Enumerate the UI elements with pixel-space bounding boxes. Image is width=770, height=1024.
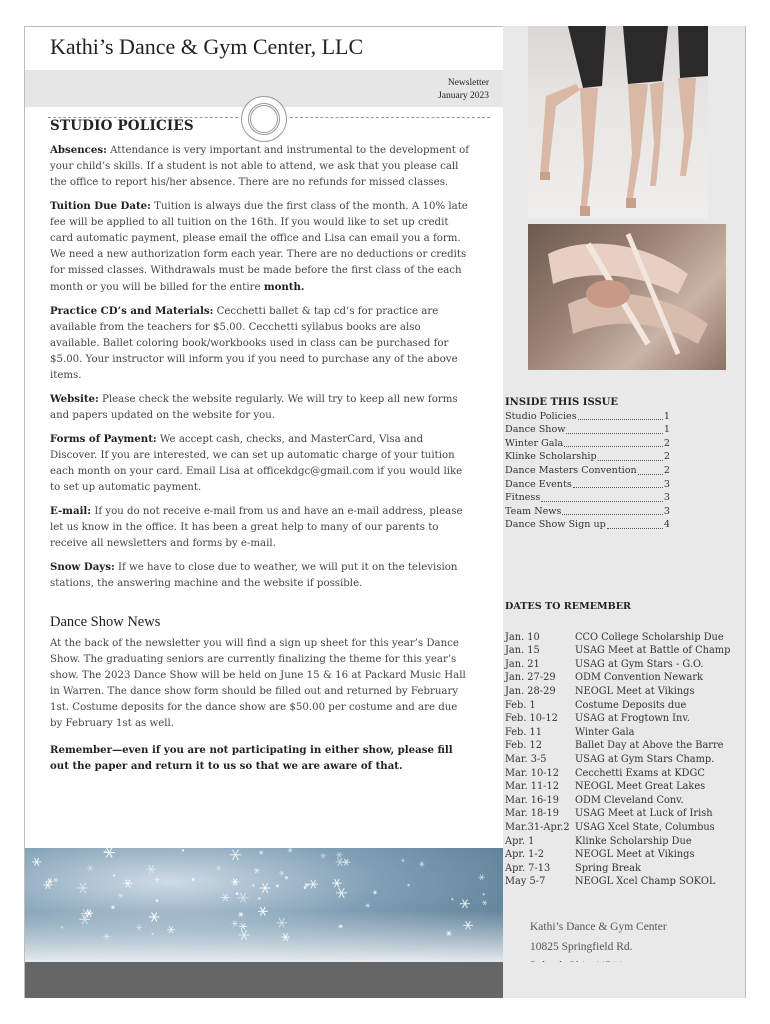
toc-item-page: 2 xyxy=(663,464,670,476)
toc-item-label: Winter Gala xyxy=(505,437,564,449)
date-row xyxy=(505,699,741,713)
date-row-event: Klinke Scholarship Due xyxy=(575,835,692,847)
date-row-date: Jan. 21 xyxy=(505,658,540,670)
toc-leader-dots xyxy=(607,518,663,529)
date-row-date: Feb. 10-12 xyxy=(505,713,558,725)
toc-item-page: 1 xyxy=(663,424,670,436)
toc-list xyxy=(505,410,670,532)
toc-leader-dots xyxy=(578,410,663,421)
dates-list xyxy=(505,631,741,889)
date-row xyxy=(505,821,741,835)
inside-heading: INSIDE THIS ISSUE xyxy=(505,397,619,408)
toc-item-page: 2 xyxy=(663,437,670,449)
date-row xyxy=(505,712,741,726)
date-row-date: Mar. 18-19 xyxy=(505,808,559,820)
toc-item-label: Dance Show xyxy=(505,424,566,436)
toc-item-label: Klinke Scholarship xyxy=(505,451,597,463)
dance-show-heading: Dance Show News xyxy=(50,614,161,630)
date-row xyxy=(505,753,741,767)
toc-item xyxy=(505,464,670,478)
toc-item-label: Fitness xyxy=(505,492,541,504)
dance-show-body: At the back of the newsletter you will find a sign up sheet for this year’s Dance Show. The graduating seniors are currently finalizing the theme for this year’s show. The 2023 Dance Show will be held on June 15 & 16 at Packard Music Hall in Warren. The dance show form should be filled out and returned by February 1st. Costume deposits for the dance show are $50.00 per costume and are due by February 1st as well. xyxy=(50,638,466,729)
date-row xyxy=(505,767,741,781)
toc-item xyxy=(505,423,670,437)
address-street: 10825 Springfield Rd. xyxy=(530,940,633,953)
date-row-event: NEOGL Xcel Champ SOKOL xyxy=(575,876,716,888)
studio-policies-heading: STUDIO POLICIES xyxy=(50,118,194,134)
date-row xyxy=(505,862,741,876)
date-row-event: USAG Xcel State, Columbus xyxy=(575,821,715,833)
date-row-date: Jan. 10 xyxy=(505,631,540,643)
date-row-date: Mar. 10-12 xyxy=(505,767,559,779)
date-row-event: CCO College Scholarship Due xyxy=(575,631,724,643)
toc-item xyxy=(505,410,670,424)
date-row-date: Apr. 7-13 xyxy=(505,862,551,874)
policy-absences: Absences: Attendance is very important and instrumental to the development of your child’s skills. If a student is not able to attend, we ask that you please call the office to report his/her absence. There are no refunds for missed classes. xyxy=(50,144,470,188)
toc-item xyxy=(505,450,670,464)
date-row-event: NEOGL Meet at Vikings xyxy=(575,685,695,697)
toc-leader-dots xyxy=(541,491,663,502)
toc-leader-dots xyxy=(573,478,663,489)
toc-leader-dots xyxy=(562,505,662,516)
date-row-event: NEOGL Meet at Vikings xyxy=(575,849,695,861)
date-row-event: Costume Deposits due xyxy=(575,699,687,711)
toc-leader-dots xyxy=(598,450,663,461)
policy-payment: Forms of Payment: We accept cash, checks, and MasterCard, Visa and Discover. If you are interested, we can set up automatic charge of your tuition each month on your card. Email Lisa at officekdgc@gmail.com if you would like to set up automatic payment. xyxy=(50,433,463,493)
date-row xyxy=(505,658,741,672)
date-row-date: Mar. 11-12 xyxy=(505,781,559,793)
policy-tuition: Tuition Due Date: Tuition is always due the first class of the month. A 10% late fee will be applied to all tuition on the 16th. If you would like to set up credit card automatic payment, please email the office and Lisa can email you a form. We need a new authorization form each year. There are no deductions or credits for missed classes. Withdrawals must be made before the first class of the each month or you will be billed for the entire month. xyxy=(50,200,468,293)
date-row xyxy=(505,807,741,821)
pointe-shoe-tying-photo xyxy=(528,224,726,370)
date-row-event: USAG at Gym Stars Champ. xyxy=(575,753,715,765)
toc-item-page: 3 xyxy=(663,478,670,490)
date-row-event: USAG Meet at Battle of Champ xyxy=(575,645,731,657)
policy-website: Website: Please check the website regularly. We will try to keep all new forms and papers updated on the website for you. xyxy=(50,393,458,421)
date-row-date: Apr. 1 xyxy=(505,835,535,847)
toc-item-page: 3 xyxy=(663,492,670,504)
toc-item-label: Team News xyxy=(505,505,562,517)
toc-item xyxy=(505,518,670,532)
dates-to-remember xyxy=(505,600,741,889)
date-row-date: Apr. 1-2 xyxy=(505,849,544,861)
masthead-title: Kathi’s Dance & Gym Center, LLC xyxy=(50,34,364,59)
date-row-date: Mar. 3-5 xyxy=(505,753,547,765)
toc-item-label: Dance Show Sign up xyxy=(505,519,606,531)
snowflake-banner xyxy=(25,848,503,962)
date-row-date: Jan. 15 xyxy=(505,645,540,657)
newsletter-date: January 2023 xyxy=(438,91,489,101)
date-row-date: May 5-7 xyxy=(505,876,546,888)
date-row xyxy=(505,835,741,849)
address-name: Kathi’s Dance & Gym Center xyxy=(530,921,667,933)
pointe-shoe-illustration xyxy=(528,224,726,370)
date-row xyxy=(505,644,741,658)
date-row-event: USAG at Frogtown Inv. xyxy=(575,713,690,725)
toc-item xyxy=(505,478,670,492)
inside-this-issue xyxy=(505,396,670,532)
toc-item xyxy=(505,505,670,519)
date-row-event: ODM Cleveland Conv. xyxy=(575,794,684,806)
toc-item-page: 1 xyxy=(663,410,670,422)
toc-item xyxy=(505,437,670,451)
toc-item-label: Dance Events xyxy=(505,478,572,490)
date-row-date: Feb. 11 xyxy=(505,726,543,738)
newsletter-meta xyxy=(438,77,489,103)
date-row-event: USAG at Gym Stars - G.O. xyxy=(575,658,704,670)
date-row-date: Feb. 1 xyxy=(505,699,536,711)
policy-practice-materials: Practice CD’s and Materials: Cecchetti ballet & tap cd’s for practice are available from the teachers for $5.00. Cecchetti syllabus books are also available. Ballet coloring book/workbooks used in class can be purchased for $5.00. Your instructor will inform you if you need to purchase any of the above items. xyxy=(50,305,458,381)
date-row xyxy=(505,685,741,699)
policy-email: E-mail: If you do not receive e-mail from us and have an e-mail address, please let us know in the office. It has been a great help to many of our parents to receive all newsletters and forms by e-mail. xyxy=(50,505,463,549)
date-row-date: Feb. 12 xyxy=(505,740,543,752)
date-row xyxy=(505,726,741,740)
toc-item-page: 2 xyxy=(663,451,670,463)
date-row-event: Spring Break xyxy=(575,862,641,874)
date-row-event: Winter Gala xyxy=(575,726,635,738)
ballet-dancers-illustration xyxy=(528,26,708,218)
date-row-event: Ballet Day at Above the Barre xyxy=(575,740,724,752)
toc-leader-dots xyxy=(564,437,663,448)
toc-item-page: 4 xyxy=(663,519,670,531)
toc-item xyxy=(505,491,670,505)
dance-show-remember: Remember—even if you are not participating in either show, please fill out the paper and return it to us so that we are aware of that. xyxy=(50,744,453,772)
date-row xyxy=(505,794,741,808)
date-row-date: Jan. 28-29 xyxy=(505,685,556,697)
date-row xyxy=(505,631,741,645)
date-row xyxy=(505,739,741,753)
date-row-date: Jan. 27-29 xyxy=(505,672,556,684)
policy-snow-days: Snow Days: If we have to close due to weather, we will put it on the television stations, the answering machine and the website if possible. xyxy=(50,561,458,589)
toc-leader-dots xyxy=(566,423,662,434)
footer-bar-sidebar xyxy=(503,962,745,998)
footer-bar xyxy=(25,962,503,998)
date-row-event: USAG Meet at Luck of Irish xyxy=(575,808,713,820)
toc-leader-dots xyxy=(638,464,663,475)
toc-item-label: Dance Masters Convention xyxy=(505,464,637,476)
toc-item-page: 3 xyxy=(663,505,670,517)
main-column xyxy=(50,118,472,781)
toc-item-label: Studio Policies xyxy=(505,410,577,422)
dates-heading: DATES TO REMEMBER xyxy=(505,601,632,612)
date-row xyxy=(505,780,741,794)
date-row-date: Mar. 16-19 xyxy=(505,794,559,806)
date-row-event: ODM Convention Newark xyxy=(575,672,703,684)
newsletter-label: Newsletter xyxy=(447,78,489,88)
date-row xyxy=(505,875,741,889)
date-row xyxy=(505,671,741,685)
date-row xyxy=(505,848,741,862)
date-row-event: Cecchetti Exams at KDGC xyxy=(575,767,705,779)
date-row-event: NEOGL Meet Great Lakes xyxy=(575,781,706,793)
ballet-dancers-photo xyxy=(528,26,708,218)
date-row-date: Mar.31-Apr.2 xyxy=(505,821,570,833)
